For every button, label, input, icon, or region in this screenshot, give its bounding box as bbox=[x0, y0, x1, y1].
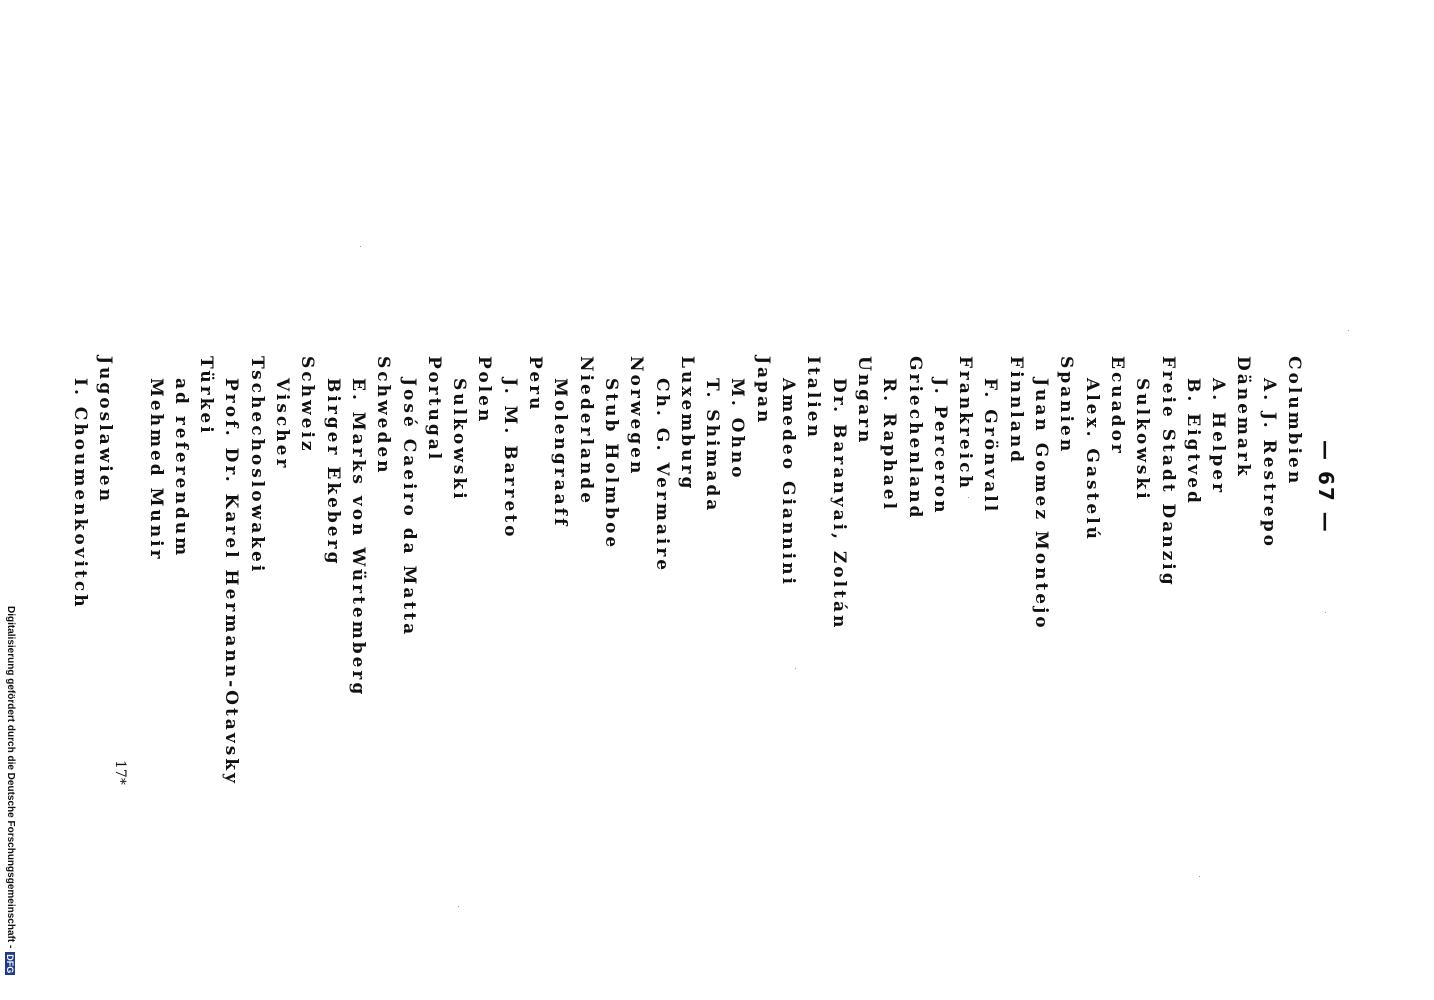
dfg-logo: DFG bbox=[5, 954, 16, 974]
signatory-name: Molengraaff bbox=[550, 378, 571, 529]
country-name: Peru bbox=[525, 356, 545, 413]
country-name: Spanien bbox=[1056, 356, 1077, 455]
digitization-credit bbox=[5, 606, 16, 975]
country-name: Japan bbox=[752, 356, 773, 426]
scan-speck bbox=[968, 497, 969, 498]
country-name: Türkei bbox=[196, 356, 217, 436]
signatory-name: Sulkowski bbox=[449, 378, 470, 502]
country-name: Norwegen bbox=[626, 356, 647, 477]
signatory-name: Stub Holmboe bbox=[600, 378, 621, 551]
country-name: Dänemark bbox=[1233, 356, 1254, 479]
country-name: Freie Stadt Danzig bbox=[1157, 356, 1178, 588]
country-name: Schweiz bbox=[297, 356, 318, 454]
country-name: Portugal bbox=[423, 356, 444, 463]
signatory-name: E. Marks von Würtemberg bbox=[347, 378, 368, 698]
scan-speck bbox=[1348, 330, 1349, 331]
signatory-name: Ch. G. Vermaire bbox=[651, 378, 672, 574]
signatory-name: Alex. Gastelú bbox=[1081, 378, 1102, 543]
country-name: Ecuador bbox=[1106, 356, 1127, 456]
country-name: Ungarn bbox=[853, 356, 874, 446]
signatory-name: A. Helper bbox=[1208, 378, 1229, 496]
scan-speck bbox=[360, 246, 361, 247]
signatory-name: J. M. Barreto bbox=[499, 378, 520, 540]
country-name: Columbien bbox=[1284, 356, 1304, 487]
country-name: Jugoslawien bbox=[94, 356, 115, 504]
signatory-name: M. Ohno bbox=[727, 378, 748, 481]
signature-mark: 17* bbox=[112, 760, 128, 785]
signatory-name: R. Raphael bbox=[879, 378, 900, 513]
signatory-name: José Caeiro da Matta bbox=[398, 378, 419, 638]
scan-speck bbox=[1325, 612, 1326, 613]
signatory-name: Amedeo Giannini bbox=[778, 378, 798, 587]
signatory-name: Juan Gomez Montejo bbox=[1031, 378, 1051, 631]
signatory-name: I. Choumenkovitch bbox=[69, 378, 90, 610]
signatory-name: A. J. Restrepo bbox=[1258, 378, 1279, 549]
signatory-name: B. Eigtved bbox=[1182, 378, 1203, 506]
country-name: Schweden bbox=[373, 356, 394, 476]
country-name: Polen bbox=[474, 356, 495, 425]
signatory-name: Birger Ekeberg bbox=[322, 378, 343, 567]
signatory-name: J. Perceron bbox=[929, 378, 950, 516]
signatory-name: F. Grönvall bbox=[980, 378, 1001, 515]
country-name: Niederlande bbox=[575, 356, 596, 507]
signatory-name: Sulkowski bbox=[1132, 378, 1153, 502]
page-number: — 67 — bbox=[1314, 440, 1338, 534]
signatory-name: Dr. Baranyai, Zoltán bbox=[828, 378, 849, 631]
signatory-name: T. Shimada bbox=[702, 378, 723, 514]
signatory-name: ad referendum bbox=[170, 378, 191, 559]
signatory-name: Vischer bbox=[272, 378, 292, 471]
country-name: Griechenland bbox=[904, 356, 925, 521]
country-name: Luxemburg bbox=[676, 356, 697, 492]
signatory-name: Prof. Dr. Karel Hermann-Otavsky bbox=[221, 378, 242, 786]
scan-speck bbox=[795, 668, 796, 669]
credit-text: Digitalisierung gefördert durch die Deutsche Forschungsgemeinschaft - bbox=[5, 606, 16, 949]
scan-speck bbox=[458, 906, 459, 907]
scan-speck bbox=[1199, 876, 1200, 877]
country-name: Tschechoslowakei bbox=[246, 356, 267, 575]
signatory-name: Mehmed Munir bbox=[145, 378, 166, 562]
country-name: Italien bbox=[803, 356, 824, 440]
country-name: Frankreich bbox=[955, 356, 976, 491]
country-name: Finnland bbox=[1005, 356, 1026, 465]
